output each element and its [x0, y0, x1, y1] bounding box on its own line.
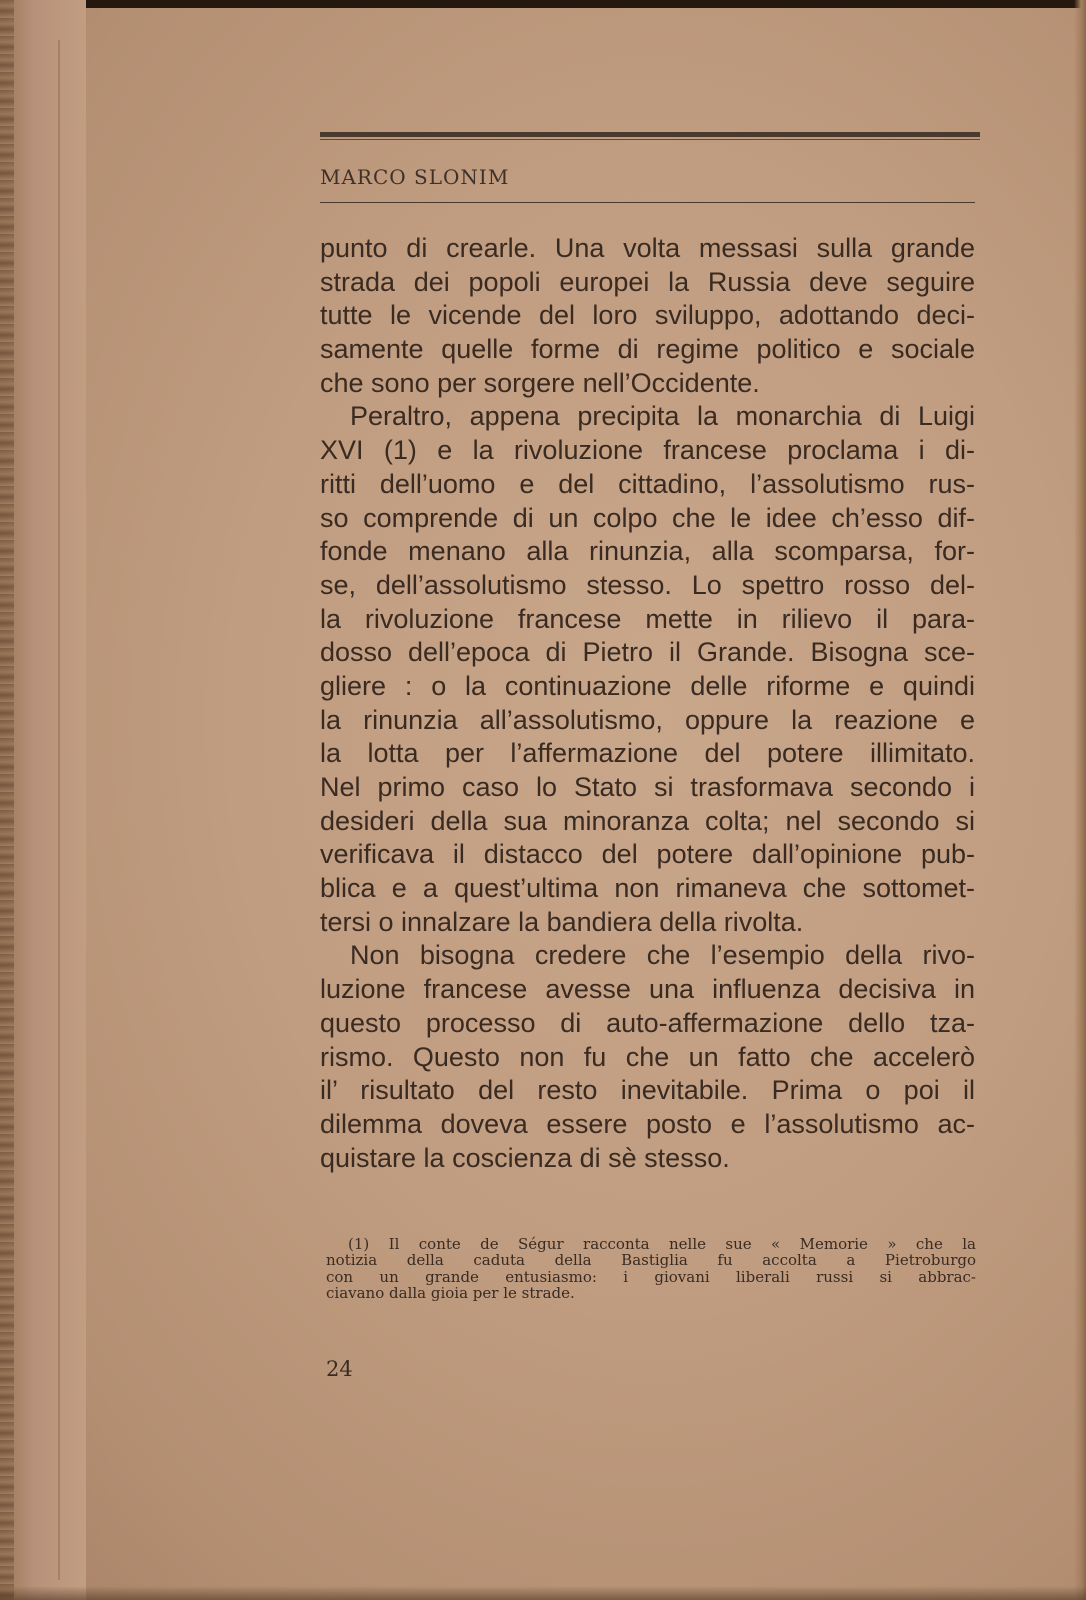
text-line: blica e a quest’ultima non rimaneva che sottomet-	[320, 873, 975, 904]
footnote-line: notizia della caduta della Bastiglia fu accolta a Pietroburgo	[326, 1252, 976, 1269]
text-line: punto di crearle. Una volta messasi sulla grande	[320, 233, 975, 263]
body-text	[320, 232, 975, 1175]
right-edge-shadow	[1074, 0, 1086, 1600]
page-stack-edge	[0, 0, 86, 1600]
text-line: Nel primo caso lo Stato si trasformava secondo i	[320, 772, 975, 802]
text-line: che sono per sorgere nell’Occidente.	[320, 367, 760, 398]
text-line: gliere : o la continuazione delle riforme e quindi	[320, 670, 975, 701]
text-line: dilemma doveva essere posto e l’assolutismo ac-	[320, 1108, 975, 1139]
header-rule-top	[320, 132, 980, 137]
running-head: MARCO SLONIM	[320, 165, 510, 189]
footnote-line: con un grande entusiasmo: i giovani liberali russi si abbrac-	[326, 1268, 976, 1285]
text-line: fonde menano alla rinunzia, alla scomparsa, for-	[320, 536, 975, 567]
text-line: il’ risultato del resto inevitabile. Prima o poi il	[320, 1075, 975, 1106]
text-line: dosso dell’epoca di Pietro il Grande. Bisogna sce-	[320, 637, 975, 668]
footnote-line: (1) Il conte de Ségur racconta nelle sue « Memorie » che la	[348, 1236, 976, 1253]
text-line: la lotta per l’affermazione del potere illimitato.	[320, 738, 975, 769]
text-line: tutte le vicende del loro sviluppo, adottando deci-	[320, 300, 975, 331]
top-border-shadow	[0, 0, 1086, 8]
text-line: quistare la coscienza di sè stesso.	[320, 1142, 730, 1173]
text-line: rismo. Questo non fu che un fatto che accelerò	[320, 1041, 975, 1072]
text-line: la rinunzia all’assolutismo, oppure la reazione e	[320, 704, 975, 735]
text-line: questo processo di auto-affermazione dello tza-	[320, 1007, 975, 1038]
text-line: XVI (1) e la rivoluzione francese proclama i di-	[320, 435, 975, 466]
text-line: samente quelle forme di regime politico e sociale	[320, 334, 975, 365]
bottom-edge-shadow	[0, 1586, 1086, 1600]
text-line: luzione francese avesse una influenza decisiva in	[320, 974, 975, 1005]
header-rule-bottom	[320, 202, 975, 203]
text-line: tersi o innalzare la bandiera della rivolta.	[320, 906, 804, 937]
text-line: desideri della sua minoranza colta; nel secondo si	[320, 805, 975, 836]
text-line: se, dell’assolutismo stesso. Lo spettro rosso del-	[320, 569, 975, 600]
text-line: Non bisogna credere che l’esempio della rivo-	[350, 940, 975, 971]
text-line: Peraltro, appena precipita la monarchia di Luigi	[350, 401, 975, 432]
text-line: strada dei popoli europei la Russia deve seguire	[320, 266, 975, 297]
text-line: verificava il distacco del potere dall’opinione pub-	[320, 839, 975, 870]
text-line: so comprende di un colpo che le idee ch’esso dif-	[320, 502, 975, 533]
text-line: la rivoluzione francese mette in rilievo il para-	[320, 603, 975, 634]
text-line: ritti dell’uomo e del cittadino, l’assolutismo rus-	[320, 468, 975, 499]
footnote-line: ciavano dalla gioia per le strade.	[326, 1284, 575, 1302]
footnote	[326, 1236, 976, 1301]
page-number: 24	[326, 1357, 353, 1381]
